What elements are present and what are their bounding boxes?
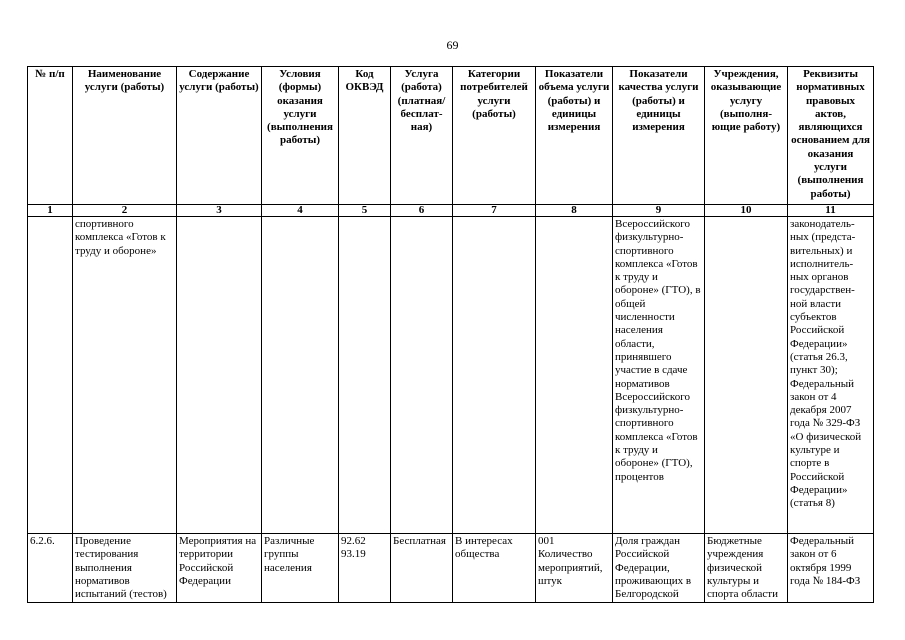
header-num: № п/п xyxy=(28,67,73,205)
column-number: 1 xyxy=(28,205,73,217)
cell-volume: 001 Количество мероприятий, штук xyxy=(536,534,613,603)
table-row xyxy=(28,534,874,603)
page-number: 69 xyxy=(446,38,459,52)
header-volume: Показатели объема услуги (работы) и единицы измерения xyxy=(536,67,613,205)
cell-institutions xyxy=(705,217,788,534)
column-number: 9 xyxy=(613,205,705,217)
column-number: 3 xyxy=(177,205,262,217)
header-paid: Услуга (работа) (платная/ бесплат-ная) xyxy=(391,67,453,205)
cell-quality: Всероссийского физкультурно-спортивного комплекса «Готов к труду и обороне» (ГТО), в общей численности населения области, принявшего участие в сдаче нормативов Всероссийского физкультурно-спортивного комплекса «Готов к труду и обороне» (ГТО), процентов xyxy=(613,217,705,534)
column-number: 5 xyxy=(339,205,391,217)
header-institutions: Учреждения, оказывающие услугу (выполня-ющие работу) xyxy=(705,67,788,205)
cell-num xyxy=(28,217,73,534)
column-number: 11 xyxy=(788,205,874,217)
header-okved: Код ОКВЭД xyxy=(339,67,391,205)
column-number-row xyxy=(28,205,874,217)
cell-volume xyxy=(536,217,613,534)
cell-content: Мероприятия на территории Российской Федерации xyxy=(177,534,262,603)
column-number: 7 xyxy=(453,205,536,217)
column-number: 10 xyxy=(705,205,788,217)
cell-okved xyxy=(339,217,391,534)
cell-paid: Бесплатная xyxy=(391,534,453,603)
table-header-row xyxy=(28,67,874,205)
cell-paid xyxy=(391,217,453,534)
header-consumers: Категории потребителей услуги (работы) xyxy=(453,67,536,205)
cell-okved: 92.62 93.19 xyxy=(339,534,391,603)
header-name: Наименование услуги (работы) xyxy=(73,67,177,205)
cell-acts: законодатель-ных (предста-вительных) и исполнитель-ных органов государствен-ной власти субъектов Российской Федерации» (статья 26.3, пункт 30); Федеральный закон от 4 декабря 2007 года № 329-ФЗ «О физической культуре и спорте в Российской Федерации» (статья 8) xyxy=(788,217,874,534)
cell-consumers: В интересах общества xyxy=(453,534,536,603)
cell-name: спортивного комплекса «Готов к труду и обороне» xyxy=(73,217,177,534)
header-acts: Реквизиты нормативных правовых актов, являющихся основанием для оказания услуги (выполнения работы) xyxy=(788,67,874,205)
cell-conditions: Различные группы населения xyxy=(262,534,339,603)
column-number: 2 xyxy=(73,205,177,217)
table-row xyxy=(28,217,874,534)
services-table xyxy=(27,66,874,603)
cell-num: 6.2.6. xyxy=(28,534,73,603)
header-conditions: Условия (формы) оказания услуги (выполнения работы) xyxy=(262,67,339,205)
cell-content xyxy=(177,217,262,534)
cell-conditions xyxy=(262,217,339,534)
header-quality: Показатели качества услуги (работы) и единицы измерения xyxy=(613,67,705,205)
header-content: Содержание услуги (работы) xyxy=(177,67,262,205)
cell-name: Проведение тестирования выполнения нормативов испытаний (тестов) xyxy=(73,534,177,603)
column-number: 6 xyxy=(391,205,453,217)
cell-quality: Доля граждан Российской Федерации, проживающих в Белгородской xyxy=(613,534,705,603)
column-number: 4 xyxy=(262,205,339,217)
cell-acts: Федеральный закон от 6 октября 1999 года № 184-ФЗ xyxy=(788,534,874,603)
cell-consumers xyxy=(453,217,536,534)
column-number: 8 xyxy=(536,205,613,217)
cell-institutions: Бюджетные учреждения физической культуры и спорта области xyxy=(705,534,788,603)
